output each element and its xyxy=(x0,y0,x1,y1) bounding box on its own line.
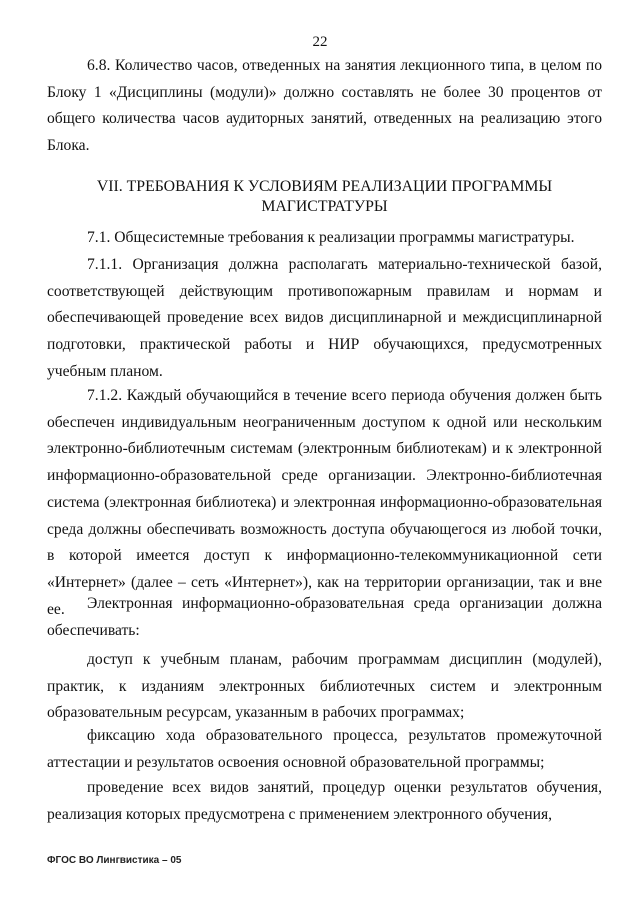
paragraph-eios: Электронная информационно-образовательная среда организации должна обеспечивать: xyxy=(47,595,602,639)
paragraph-7-1: 7.1. Общесистемные требования к реализации программы магистратуры. xyxy=(87,229,575,246)
paragraph-6-8: 6.8. Количество часов, отведенных на занятия лекционного типа, в целом по Блоку 1 «Дисциплины (модули)» должно составлять не более 30 процентов от общего количества часов аудиторных занятий, отведенных на реализацию этого Блока. xyxy=(47,57,602,155)
page-number: 22 xyxy=(312,34,328,50)
list-item-conduct: проведение всех видов занятий, процедур оценки результатов обучения, реализация которых предусмотрена с применением электронного обучения, xyxy=(47,779,602,823)
paragraph-7-1-1: 7.1.1. Организация должна располагать материально-технической базой, соответствующей действующим противопожарным правилам и нормам и обеспечивающей проведение всех видов дисциплинарной и междисциплинарной подготовки, практической работы и НИР обучающихся, предусмотренных учебным планом. xyxy=(47,256,602,380)
section-title-line2: МАГИСТРАТУРЫ xyxy=(261,198,388,215)
section-title xyxy=(47,177,602,217)
paragraph-7-1-2-block xyxy=(47,383,602,623)
paragraph-7-1-block xyxy=(47,225,602,252)
list-item-access: доступ к учебным планам, рабочим программам дисциплин (модулей), практик, к изданиям электронных библиотечных систем и электронным образовательным ресурсам, указанным в рабочих программах; xyxy=(47,651,602,722)
paragraph-7-1-2: 7.1.2. Каждый обучающийся в течение всего периода обучения должен быть обеспечен индивидуальным неограниченным доступом к одной или нескольким электронно-библиотечным системам (электронным библиотекам) и к электронной информационно-образовательной среде организации. Электронно-библиотечная система (электронная библиотека) и электронная информационно-образовательная среда должны обеспечивать возможность доступа обучающегося из любой точки, в которой имеется доступ к информационно-телекоммуникационной сети «Интернет» (далее – сеть «Интернет»), как на территории организации, так и вне ее. xyxy=(47,387,602,618)
list-item-conduct-block xyxy=(47,775,602,828)
list-item-fixation-block xyxy=(47,723,602,776)
page-footer: ФГОС ВО Лингвистика – 05 xyxy=(47,855,182,866)
section-title-line1: VII. ТРЕБОВАНИЯ К УСЛОВИЯМ РЕАЛИЗАЦИИ ПРОГРАММЫ xyxy=(96,178,553,195)
paragraph-eios-block xyxy=(47,591,602,644)
list-item-fixation: фиксацию хода образовательного процесса, результатов промежуточной аттестации и результатов освоения основной образовательной программы; xyxy=(47,727,602,771)
list-item-access-block xyxy=(47,647,602,727)
paragraph-7-1-1-block xyxy=(47,252,602,386)
paragraph-6-8-block xyxy=(47,53,602,160)
